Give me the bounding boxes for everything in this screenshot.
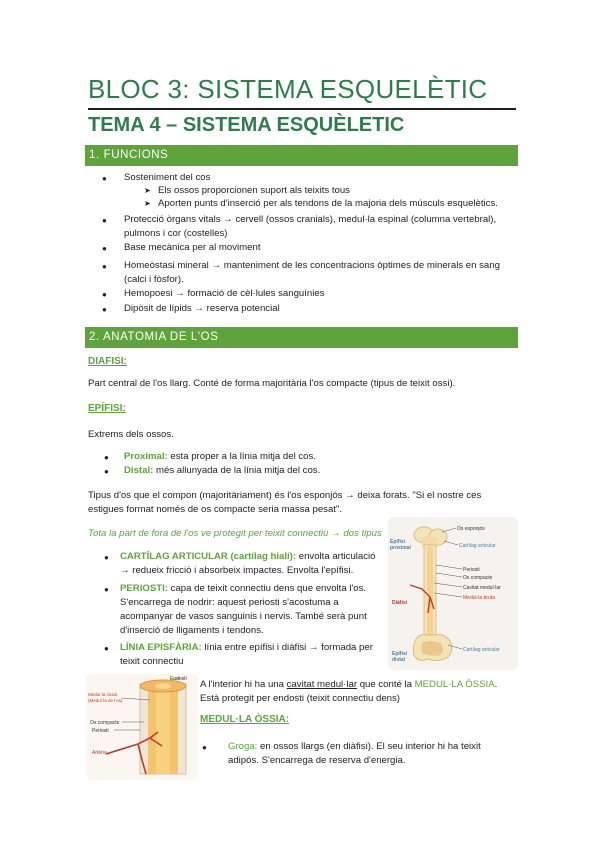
linia-text-2: teixit connectiu bbox=[120, 656, 184, 667]
cartilag-label: CARTÍLAG ARTICULAR (cartílag hialí): bbox=[120, 551, 297, 562]
list-item-proximal bbox=[124, 450, 316, 463]
label-epifisi-distal-2: distal bbox=[392, 657, 406, 663]
bullet-dot: ● bbox=[202, 743, 207, 752]
bullet-dot: ● bbox=[104, 585, 109, 594]
arrow-bullet-icon: ➤ bbox=[144, 186, 151, 195]
linia-label: LÍNIA EPISFÀRIA: bbox=[120, 642, 202, 653]
bone-figure bbox=[388, 517, 518, 670]
bullet-dot: ● bbox=[104, 467, 109, 476]
label-os-compacte-section: Os compacte bbox=[90, 720, 120, 726]
label-periosti-section: Periosti bbox=[92, 728, 109, 734]
periosti-text-4: d'inserció de lligaments i tendons. bbox=[120, 625, 264, 636]
list-item: Sosteniment del cos bbox=[124, 172, 211, 183]
cavitat-medul-lar-term: cavitat medul·lar bbox=[286, 679, 358, 690]
tipus-line-2: estigues format només de os compacte seria massa pesat". bbox=[88, 504, 343, 515]
label-os-compacte: Os compacte bbox=[463, 575, 493, 581]
bullet-dot: ● bbox=[102, 290, 107, 299]
periosti-text-3: acompanyar de vasos sanguinis i nervis. També serà punt bbox=[120, 611, 367, 622]
label-cartilag-articular-top: Cartílag articular bbox=[459, 543, 496, 549]
list-subitem: Aporten punts d'inserció per als tendons de la majoria dels músculs esquelètics. bbox=[158, 198, 498, 209]
proximal-text: esta proper a la línia mitja del cos. bbox=[167, 451, 316, 462]
bloc-title: BLOC 3: SISTEMA ESQUELÈTIC bbox=[88, 74, 488, 104]
bullet-dot: ● bbox=[102, 305, 107, 314]
proximal-label: Proximal: bbox=[124, 451, 168, 462]
bone-illustration bbox=[388, 517, 518, 670]
list-item-continuation: pulmons i cor (costelles) bbox=[124, 228, 228, 239]
medul-la-ossia-term: MEDUL·LA ÒSSIA bbox=[414, 679, 495, 690]
list-item-groga bbox=[228, 740, 481, 753]
bullet-dot: ● bbox=[102, 244, 107, 253]
arrow-bullet-icon: ➤ bbox=[144, 199, 151, 208]
list-item: Dipòsit de lípids → reserva potencial bbox=[124, 303, 280, 314]
bullet-dot: ● bbox=[104, 453, 109, 462]
title-divider bbox=[88, 108, 516, 110]
groga-label: Groga: bbox=[228, 741, 258, 752]
linia-text-1: línia entre epífisi i diàfisi → formada per bbox=[201, 642, 373, 653]
bullet-dot: ● bbox=[104, 644, 109, 653]
cavitat-mid: que conté la bbox=[357, 679, 415, 690]
cavitat-end: . bbox=[494, 679, 498, 690]
list-item: Protecció òrgans vitals → cervell (ossos cranials), medul·la espinal (columna vertebral), bbox=[124, 214, 497, 225]
heading-diafisi: DIAFISI: bbox=[88, 356, 127, 367]
periosti-text-2: S'encarrega de nodrir: aquest periosti s'acostuma a bbox=[120, 597, 339, 608]
bone-section-figure bbox=[86, 674, 198, 780]
groga-text-1: en ossos llargs (en diàfisi). El seu interior hi ha teixit bbox=[257, 741, 481, 752]
label-cartilag-articular-bottom: Cartílag articular bbox=[463, 647, 500, 653]
label-cavitat-medul-lar: Cavitat medul·lar bbox=[463, 585, 501, 591]
bone-section-illustration bbox=[86, 674, 198, 780]
list-item-linia bbox=[120, 641, 373, 654]
cartilag-text-2: → redueix fricció i absorbeix impactes. Envolta l'epífisi. bbox=[120, 565, 354, 576]
periosti-text-1: capa de teixit connectiu dens que envolta l'os. bbox=[167, 583, 367, 594]
bullet-dot: ● bbox=[102, 174, 107, 183]
list-item-distal bbox=[124, 464, 320, 477]
list-subitem: Els ossos proporcionen suport als teixits tous bbox=[158, 185, 350, 196]
heading-epifisi: EPÍFISI: bbox=[88, 403, 126, 414]
italic-note: Tota la part de fora de l'os ve protegit per teixit connectiu → dos tipus bbox=[88, 528, 382, 539]
tema-title: TEMA 4 – SISTEMA ESQUÈLETIC bbox=[88, 114, 405, 136]
bullet-dot: ● bbox=[102, 262, 107, 271]
epifisi-text: Extrems dels ossos. bbox=[88, 429, 174, 440]
heading-medul-la-ossia: MEDUL·LA ÒSSIA: bbox=[200, 714, 290, 725]
cavitat-line-1 bbox=[200, 678, 497, 691]
diafisi-text: Part central de l'os llarg. Conté de forma majoritària l'os compacte (tipus de teixit ossi). bbox=[88, 378, 456, 389]
list-item: Base mecànica per al moviment bbox=[124, 242, 261, 253]
periosti-label: PERIOSTI: bbox=[120, 583, 168, 594]
label-os-esponjos: Os esponjós bbox=[457, 526, 485, 532]
cavitat-pre: A l'interior hi ha una bbox=[200, 679, 287, 690]
bullet-dot: ● bbox=[104, 553, 109, 562]
label-medul-la-1: Medul·la òssia bbox=[88, 692, 118, 697]
groga-text-2: adipós. S'encarrega de reserva d'energia. bbox=[228, 755, 406, 766]
list-item-periosti bbox=[120, 582, 366, 595]
section-header-funcions: 1. FUNCIONS bbox=[85, 145, 518, 166]
list-item-continuation: (calci i fòsfor). bbox=[124, 274, 184, 285]
label-arteria: Artèria bbox=[92, 750, 107, 756]
label-epifisi-proximal-1: Epífisi bbox=[390, 539, 406, 545]
label-medul-la-bruta: Medul·la bruta bbox=[463, 595, 495, 601]
list-item: Homeòstasi mineral → manteniment de les concentracions òptimes de minerals en sang bbox=[124, 260, 500, 271]
label-periosti: Periosti bbox=[463, 567, 480, 573]
label-epifisi-proximal-2: proximal bbox=[390, 545, 411, 551]
section-header-anatomia: 2. ANATOMIA DE L'OS bbox=[85, 327, 518, 348]
tipus-line-1: Tipus d'os que el compon (majoritàriament) és l'os esponjós → deixa forats. "Si el nostre ces bbox=[88, 490, 482, 501]
label-medul-la-2: (Medul·la de l'os) bbox=[88, 698, 123, 703]
cavitat-line-2: Està protegit per endosti (teixit connectiu dens) bbox=[200, 693, 400, 704]
bullet-dot: ● bbox=[102, 216, 107, 225]
label-diafisi: Diàfisi bbox=[392, 600, 408, 606]
list-item-cartilag bbox=[120, 550, 376, 563]
cartilag-text-1: envolta articulació bbox=[296, 551, 376, 562]
distal-text: més allunyada de la línia mitja del cos. bbox=[153, 465, 321, 476]
label-epifisi-distal-1: Epífisi bbox=[392, 651, 408, 657]
list-item: Hemopoesi → formació de cèl·lules sanguínies bbox=[124, 288, 325, 299]
label-endosti: Endosti bbox=[170, 676, 187, 682]
distal-label: Distal: bbox=[124, 465, 154, 476]
